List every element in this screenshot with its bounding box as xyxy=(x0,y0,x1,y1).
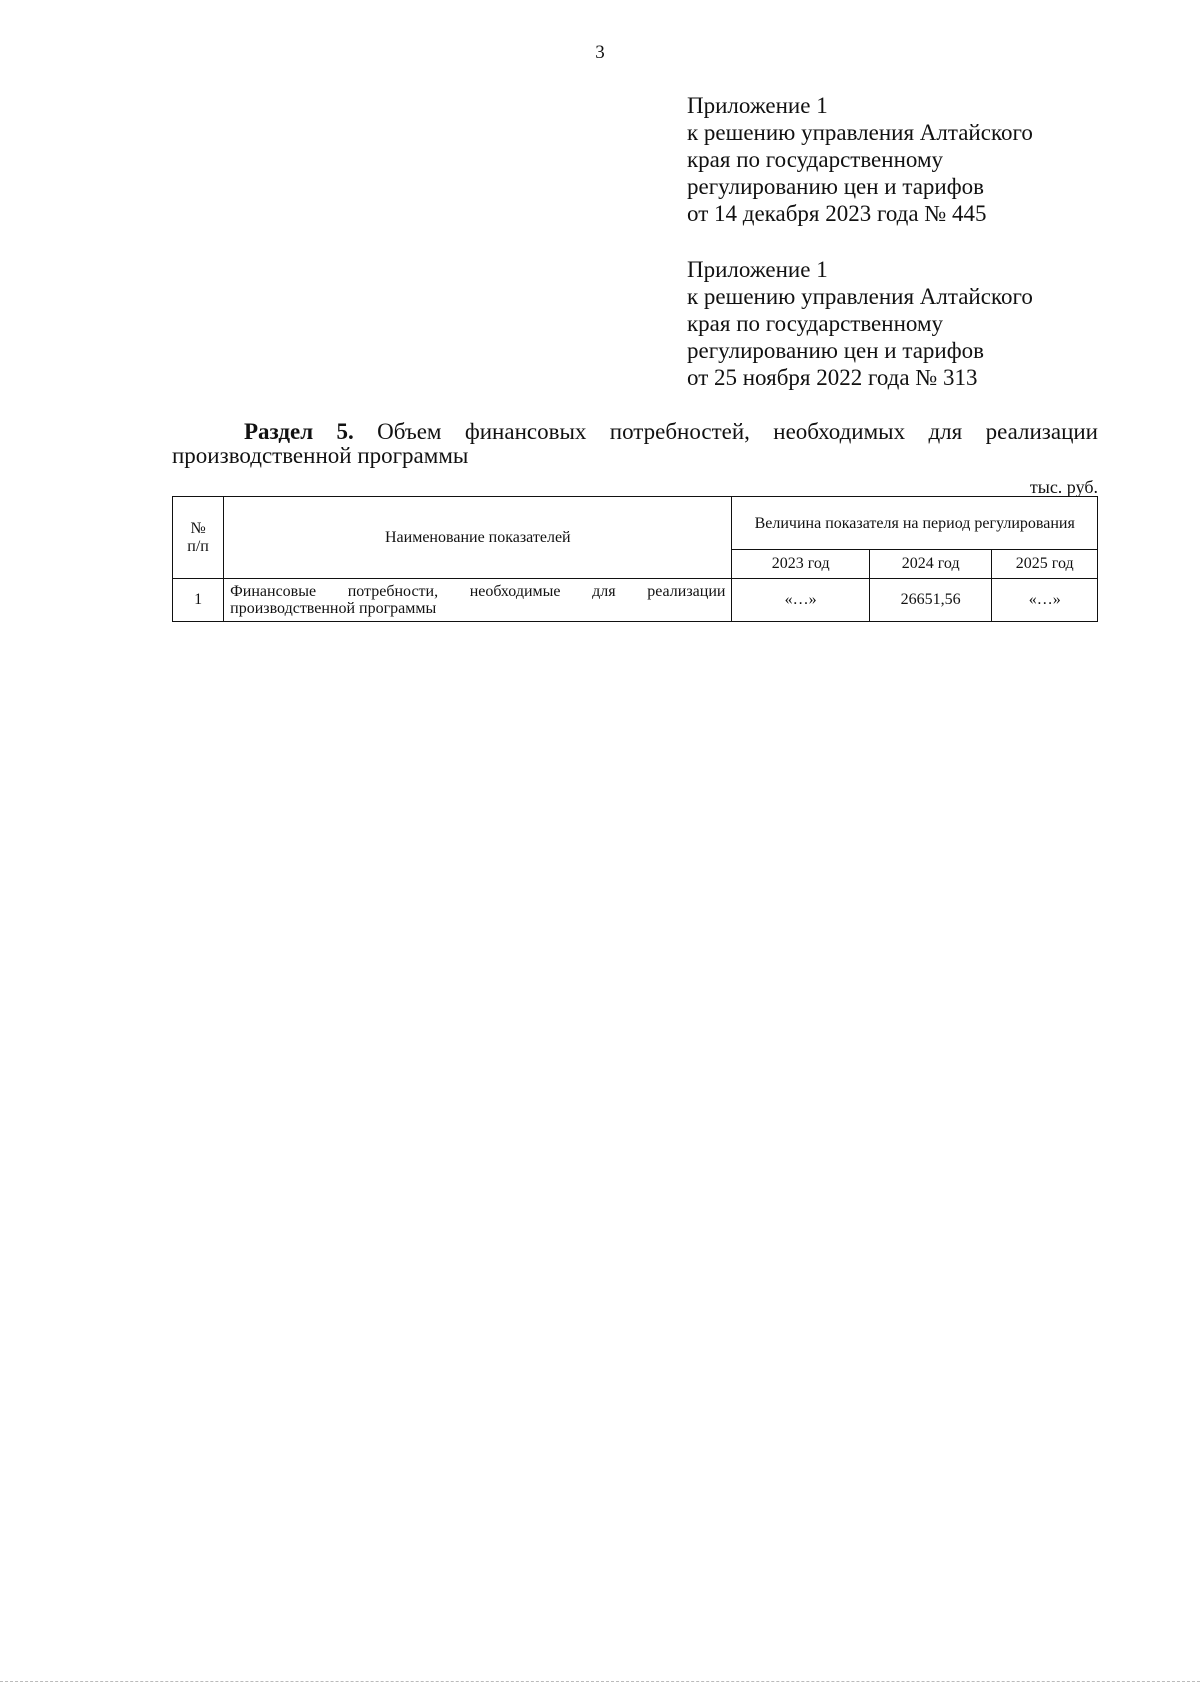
col-year-2024: 2024 год xyxy=(869,550,992,579)
appendix-previous-line: регулированию цен и тарифов xyxy=(687,338,984,363)
section-label: Раздел 5. xyxy=(244,419,354,444)
appendix-current-line: от 14 декабря 2023 года № 445 xyxy=(687,201,987,226)
section-heading xyxy=(172,420,1098,468)
financial-needs-table xyxy=(172,496,1098,622)
appendix-current xyxy=(687,92,1107,227)
appendix-previous xyxy=(687,256,1107,391)
section-heading-line1 xyxy=(172,420,1098,444)
row-number: 1 xyxy=(173,579,224,622)
row-value-2023: «…» xyxy=(732,579,869,622)
section-title-line2: производственной программы xyxy=(172,443,469,468)
appendix-previous-line: Приложение 1 xyxy=(687,257,828,282)
row-name: Финансовые потребности, необходимые для реализации производственной программы xyxy=(224,579,732,622)
appendix-previous-line: к решению управления Алтайского xyxy=(687,284,1033,309)
appendix-previous-line: от 25 ноября 2022 года № 313 xyxy=(687,365,978,390)
page-number: 3 xyxy=(595,42,605,63)
row-value-2025: «…» xyxy=(992,579,1098,622)
appendix-current-line: регулированию цен и тарифов xyxy=(687,174,984,199)
col-year-2025: 2025 год xyxy=(992,550,1098,579)
appendix-current-line: к решению управления Алтайского xyxy=(687,120,1033,145)
col-name-header: Наименование показателей xyxy=(224,497,732,579)
col-period-header: Величина показателя на период регулирования xyxy=(732,497,1098,550)
appendix-current-line: края по государственному xyxy=(687,147,943,172)
table-header-row xyxy=(173,497,1098,550)
section-title-line1: Объем финансовых потребностей, необходимых для реализации xyxy=(377,419,1098,444)
table-row xyxy=(173,579,1098,622)
appendix-previous-line: края по государственному xyxy=(687,311,943,336)
col-number-header: № п/п xyxy=(173,497,224,579)
scan-edge-line xyxy=(0,1681,1200,1682)
row-value-2024: 26651,56 xyxy=(869,579,992,622)
units-label: тыс. руб. xyxy=(1029,477,1098,497)
col-year-2023: 2023 год xyxy=(732,550,869,579)
appendix-current-line: Приложение 1 xyxy=(687,93,828,118)
